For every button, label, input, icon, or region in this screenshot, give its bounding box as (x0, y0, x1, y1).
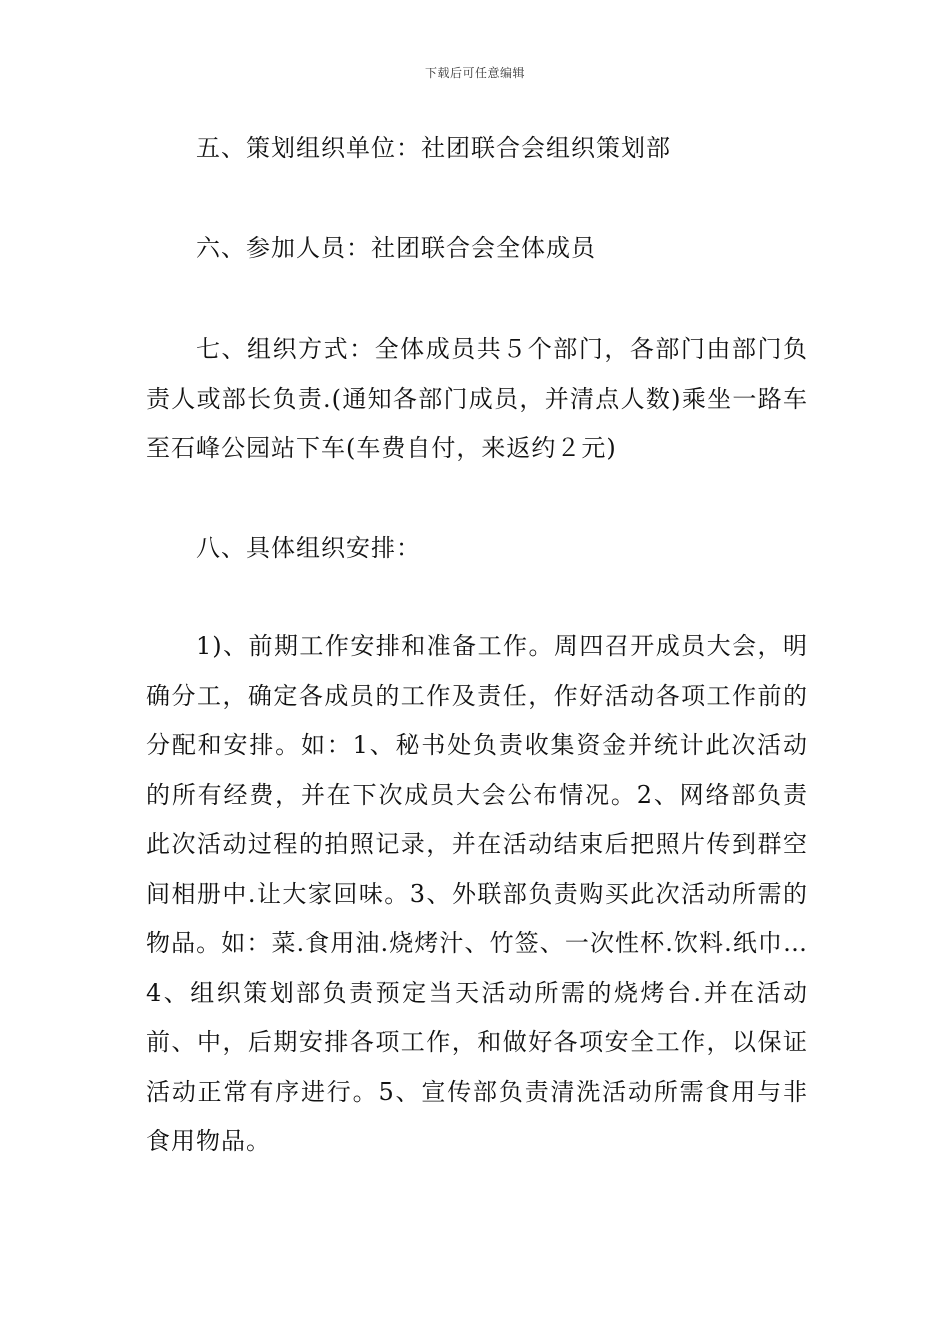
section-participants: 六、参加人员：社团联合会全体成员 (196, 234, 596, 262)
section-preparation-work: 1)、前期工作安排和准备工作。周四召开成员大会，明确分工，确定各成员的工作及责任，作好活动各项工作前的分配和安排。如：1、秘书处负责收集资金并统计此次活动的所有经费，并在下次成员大会公布情况。2、网络部负责此次活动过程的拍照记录，并在活动结束后把照片传到群空间相册中.让大家回味。3、外联部负责购买此次活动所需的物品。如：菜.食用油.烧烤汁、竹签、一次性杯.饮料.纸巾…4、组织策划部负责预定当天活动所需的烧烤台.并在活动前、中，后期安排各项工作，和做好各项安全工作，以保证活动正常有序进行。5、宣传部负责清洗活动所需食用与非食用物品。 (146, 632, 808, 1155)
section-organizer: 五、策划组织单位：社团联合会组织策划部 (196, 134, 671, 162)
header-note: 下载后可任意编辑 (424, 66, 525, 80)
section-organization-method: 七、组织方式：全体成员共５个部门，各部门由部门负责人或部长负责.(通知各部门成员，并清点人数)乘坐一路车至石峰公园站下车(车费自付，来返约２元) (146, 335, 808, 462)
section-arrangement-heading: 八、具体组织安排： (196, 534, 421, 562)
